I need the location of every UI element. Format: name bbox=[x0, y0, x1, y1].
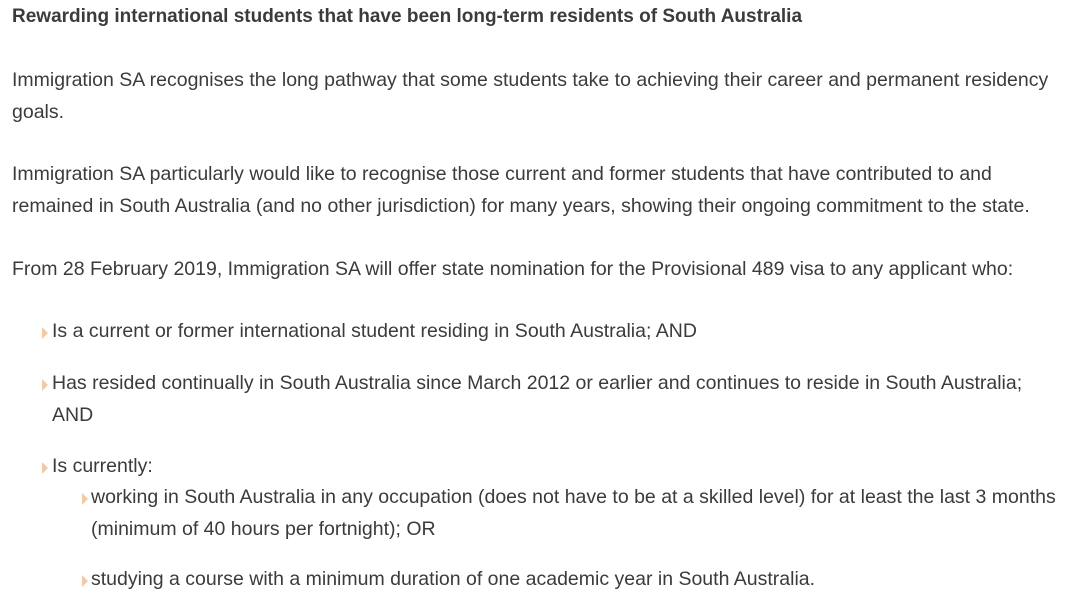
sub-criteria-item bbox=[82, 564, 1067, 596]
triangle-right-icon bbox=[82, 493, 88, 505]
criteria-item bbox=[42, 316, 1042, 348]
triangle-right-icon bbox=[42, 379, 48, 391]
nomination-paragraph: From 28 February 2019, Immigration SA will offer state nomination for the Provisional 489 visa to any applicant who: bbox=[12, 258, 1014, 280]
triangle-right-icon bbox=[42, 462, 48, 474]
recognition-paragraph: Immigration SA particularly would like to recognise those current and former students that have contributed to and remained in South Australia (and no other jurisdiction) for many years, showing their ongoing commitment to the state. bbox=[12, 163, 1030, 217]
triangle-right-icon bbox=[42, 327, 48, 339]
criteria-item bbox=[42, 368, 1032, 431]
intro-paragraph: Immigration SA recognises the long pathway that some students take to achieving their career and permanent residency goals. bbox=[12, 69, 1049, 123]
sub-criteria-item bbox=[82, 482, 1067, 545]
criteria-item-text: Has resided continually in South Australia since March 2012 or earlier and continues to reside in South Australia; AND bbox=[52, 372, 1023, 426]
criteria-item-text: Is currently: bbox=[52, 455, 153, 477]
triangle-right-icon bbox=[82, 575, 88, 587]
criteria-item-text: Is a current or former international student residing in South Australia; AND bbox=[52, 320, 697, 342]
sub-criteria-item-text: studying a course with a minimum duration of one academic year in South Australia. bbox=[91, 568, 816, 590]
section-heading: Rewarding international students that have been long-term residents of South Australia bbox=[12, 6, 803, 27]
sub-criteria-item-text: working in South Australia in any occupation (does not have to be at a skilled level) for at least the last 3 months (minimum of 40 hours per fortnight); OR bbox=[91, 486, 1056, 540]
criteria-item bbox=[42, 451, 1042, 483]
